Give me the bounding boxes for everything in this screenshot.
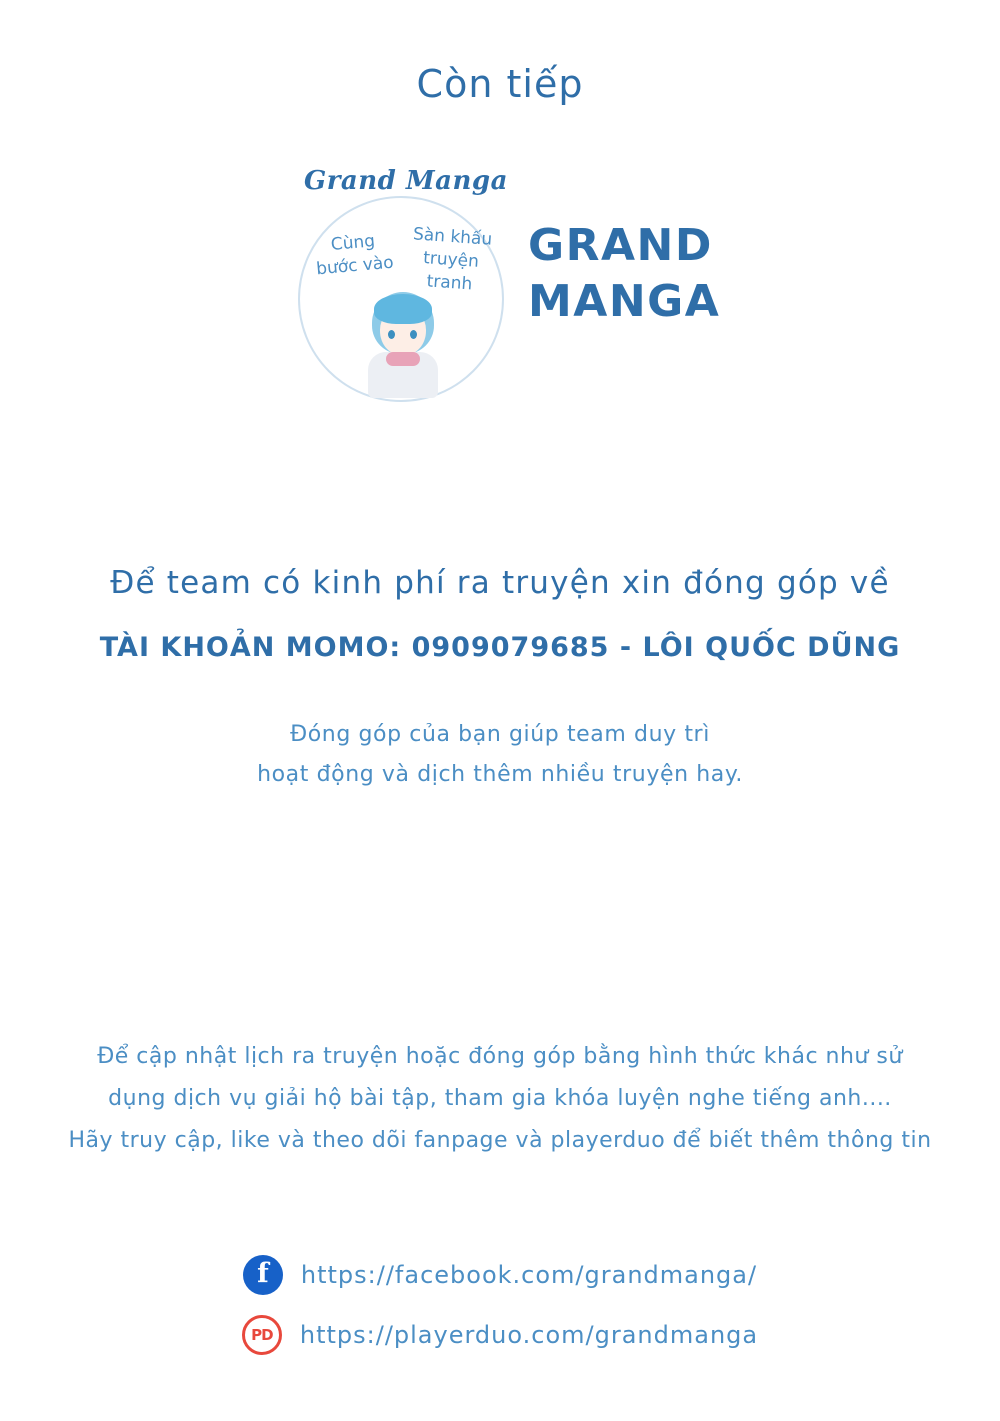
social-links bbox=[0, 1245, 1000, 1365]
logo-wordmark-line1: GRAND bbox=[528, 220, 713, 271]
donation-note-line2: hoạt động và dịch thêm nhiều truyện hay. bbox=[257, 762, 743, 787]
logo-left-slogan: Cùng bước vào bbox=[315, 231, 395, 280]
facebook-link-row[interactable] bbox=[0, 1245, 1000, 1305]
mascot-scarf bbox=[386, 352, 420, 366]
logo-mark bbox=[290, 160, 520, 410]
mascot-eye-right bbox=[410, 330, 417, 339]
logo-wordmark bbox=[528, 218, 778, 330]
mascot-hair-front bbox=[374, 294, 432, 324]
logo-wordmark-line2: MANGA bbox=[528, 276, 721, 327]
mascot-eye-left bbox=[388, 330, 395, 339]
logo-script-name: Grand Manga bbox=[304, 166, 508, 196]
donation-account: TÀI KHOẢN MOMO: 0909079685 - LÔI QUỐC DŨNG bbox=[99, 632, 901, 663]
info-line-2: dụng dịch vụ giải hộ bài tập, tham gia khóa luyện nghe tiếng anh.... bbox=[108, 1086, 892, 1111]
playerduo-link-row[interactable] bbox=[0, 1305, 1000, 1365]
playerduo-link-text[interactable]: https://playerduo.com/grandmanga bbox=[299, 1321, 759, 1349]
facebook-icon[interactable]: f bbox=[243, 1255, 283, 1295]
page-title: Còn tiếp bbox=[416, 62, 584, 106]
info-line-1: Để cập nhật lịch ra truyện hoặc đóng góp bằng hình thức khác như sử bbox=[97, 1044, 903, 1069]
facebook-link-text[interactable]: https://facebook.com/grandmanga/ bbox=[300, 1261, 758, 1289]
logo-right-slogan: Sàn khấu truyện tranh bbox=[412, 224, 493, 295]
donation-note-line1: Đóng góp của bạn giúp team duy trì bbox=[290, 722, 710, 747]
brand-logo bbox=[290, 160, 770, 420]
playerduo-icon[interactable]: PD bbox=[242, 1315, 282, 1355]
donation-headline: Để team có kinh phí ra truyện xin đóng góp về bbox=[110, 565, 890, 601]
donation-note bbox=[0, 715, 1000, 795]
info-paragraph bbox=[0, 1036, 1000, 1162]
info-line-3: Hãy truy cập, like và theo dõi fanpage và playerduo để biết thêm thông tin bbox=[68, 1128, 932, 1153]
manga-girl-mascot-icon bbox=[360, 292, 446, 398]
